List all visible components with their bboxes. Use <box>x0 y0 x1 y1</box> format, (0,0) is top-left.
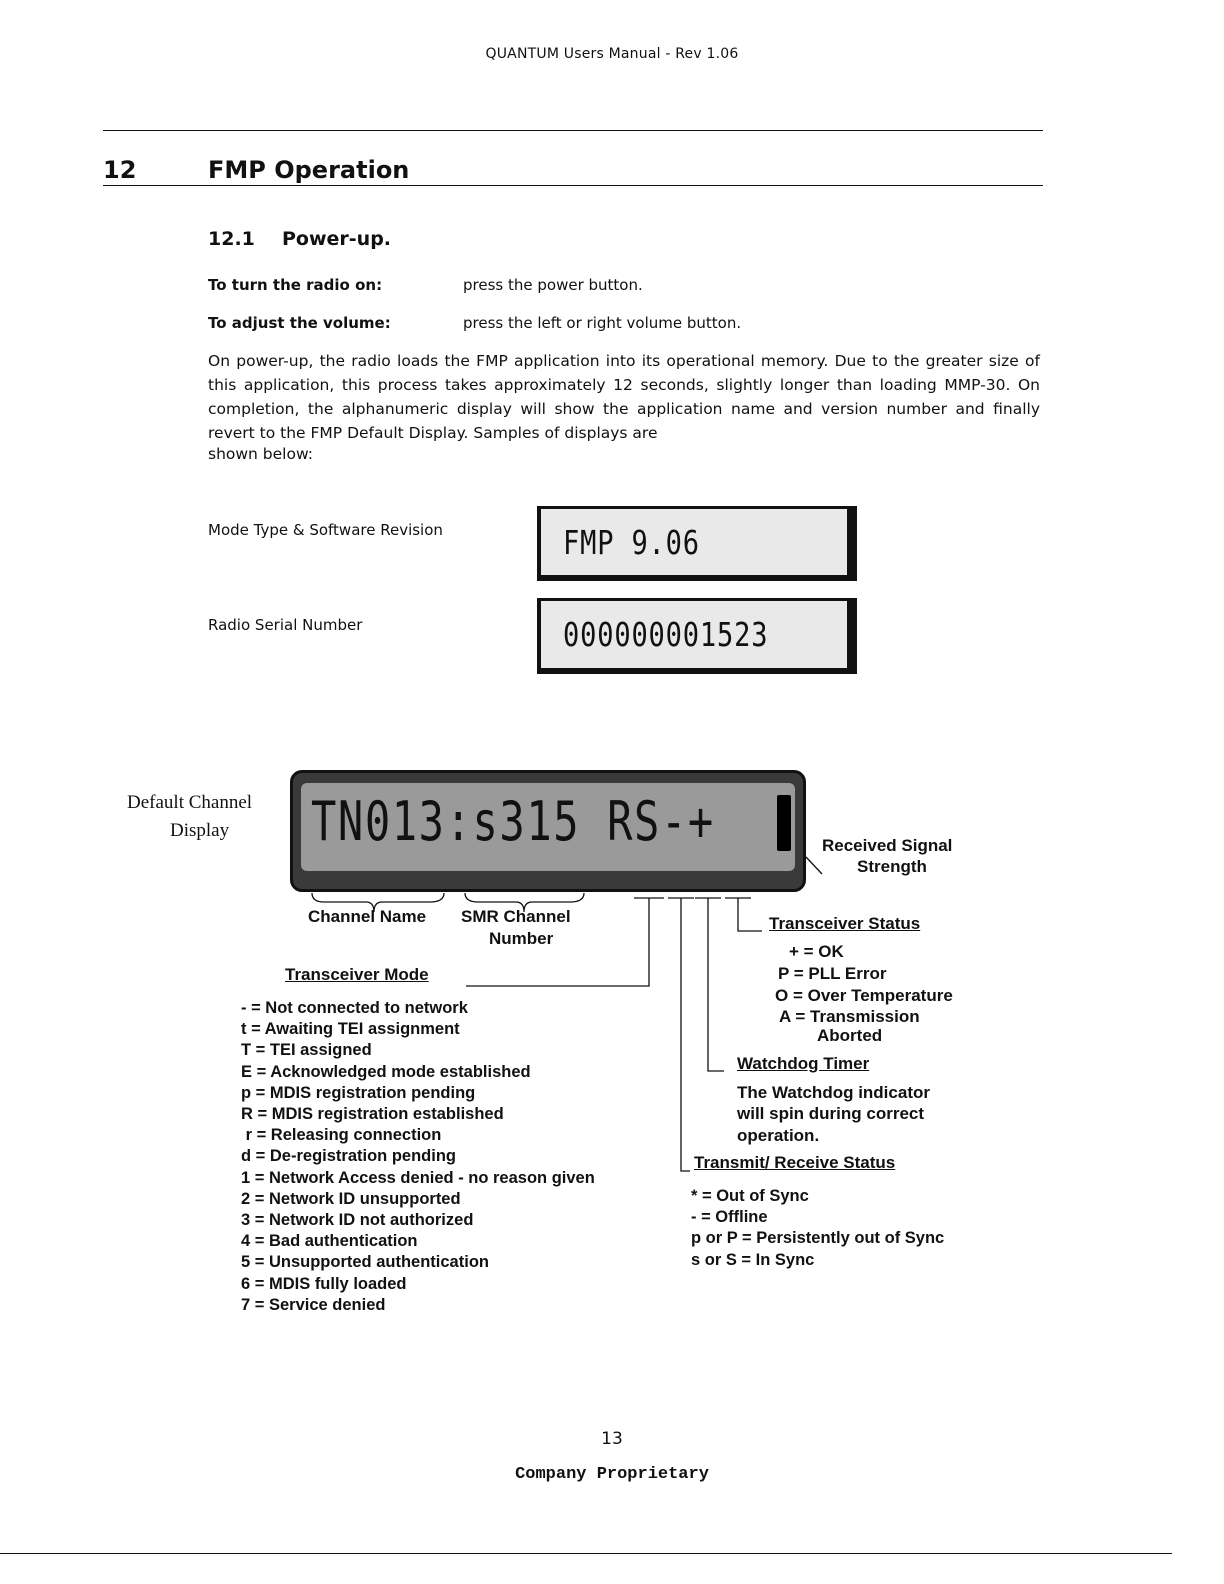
list-item: 7 = Service denied <box>241 1295 386 1314</box>
smr-channel-label: SMR Channel <box>461 907 571 926</box>
list-item: A = Transmission <box>779 1007 920 1026</box>
powerup-paragraph: On power-up, the radio loads the FMP application into its operational memory. Due to the greater size of this application, this process takes approximately 12 seconds, slightly longer than loading MMP-30. On completion, the alphanumeric display will show the application name and version number and finally revert to the FMP Default Display. Samples of displays are <box>208 352 1040 442</box>
section-title: FMP Operation <box>208 156 410 184</box>
list-item: 4 = Bad authentication <box>241 1232 418 1251</box>
sample-label-mode: Mode Type & Software Revision <box>208 521 443 539</box>
transceiver-status-connector <box>738 898 762 931</box>
proprietary-notice: Company Proprietary <box>515 1465 709 1484</box>
watchdog-line: The Watchdog indicator <box>737 1083 930 1102</box>
list-item: O = Over Temperature <box>775 986 953 1005</box>
subsection-number: 12.1 <box>208 228 255 250</box>
list-item: 1 = Network Access denied - no reason given <box>241 1168 595 1187</box>
signal-pointer <box>806 857 822 874</box>
list-item: R = MDIS registration established <box>241 1105 504 1124</box>
list-item: 2 = Network ID unsupported <box>241 1189 461 1208</box>
received-signal-label: Received Signal <box>822 836 953 855</box>
list-item: * = Out of Sync <box>691 1187 809 1205</box>
list-item: 3 = Network ID not authorized <box>241 1211 474 1230</box>
watchdog-connector <box>708 898 724 1071</box>
powerup-paragraph-last-line: shown below: <box>208 445 314 463</box>
lcd-serial-text: 000000001523 <box>563 615 769 654</box>
sample-label-serial: Radio Serial Number <box>208 616 363 634</box>
instruction-text-volume: press the left or right volume button. <box>463 314 742 332</box>
list-item: r = Releasing connection <box>241 1126 442 1145</box>
list-item: - = Not connected to network <box>241 999 468 1017</box>
received-signal-label-line2: Strength <box>857 857 927 876</box>
smr-channel-label-number: Number <box>489 929 554 948</box>
section-number: 12 <box>103 156 137 184</box>
list-item: + = OK <box>789 942 844 961</box>
list-item: T = TEI assigned <box>241 1041 372 1060</box>
watchdog-line: will spin during correct <box>737 1104 925 1123</box>
list-item: 6 = MDIS fully loaded <box>241 1274 407 1293</box>
page-number: 13 <box>601 1429 623 1449</box>
tx-rx-status-list <box>691 1186 944 1271</box>
transceiver-mode-heading: Transceiver Mode <box>285 965 429 984</box>
watchdog-heading: Watchdog Timer <box>737 1054 870 1073</box>
transceiver-status-heading: Transceiver Status <box>769 914 921 933</box>
list-item: 5 = Unsupported authentication <box>241 1253 489 1272</box>
instruction-label-volume: To adjust the volume: <box>208 314 391 332</box>
instruction-text-power: press the power button. <box>463 276 643 294</box>
transceiver-mode-list <box>241 998 595 1316</box>
tx-rx-status-heading: Transmit/ Receive Status <box>694 1153 896 1172</box>
bottom-rule <box>0 1553 1172 1554</box>
list-item: E = Acknowledged mode established <box>241 1062 531 1081</box>
subsection-title: Power-up. <box>282 228 392 250</box>
list-item: d = De-registration pending <box>241 1147 456 1166</box>
channel-name-label: Channel Name <box>308 907 427 926</box>
list-item: Aborted <box>817 1026 883 1045</box>
running-header: QUANTUM Users Manual - Rev 1.06 <box>485 46 739 62</box>
list-item: t = Awaiting TEI assignment <box>241 1020 460 1039</box>
list-item: P = PLL Error <box>778 964 887 983</box>
lcd-mode-text: FMP 9.06 <box>563 523 700 562</box>
watchdog-line: operation. <box>737 1126 820 1145</box>
default-channel-display-text: TN013:s315 RS-+ <box>311 790 715 853</box>
list-item: p or P = Persistently out of Sync <box>691 1229 945 1248</box>
list-item: - = Offline <box>691 1208 768 1227</box>
tx-rx-connector <box>681 898 690 1171</box>
instruction-label-power: To turn the radio on: <box>208 276 383 294</box>
list-item: s or S = In Sync <box>691 1250 815 1269</box>
default-channel-label: Default Channel <box>127 792 253 813</box>
list-item: p = MDIS registration pending <box>241 1083 476 1102</box>
default-channel-label-display: Display <box>170 820 230 841</box>
